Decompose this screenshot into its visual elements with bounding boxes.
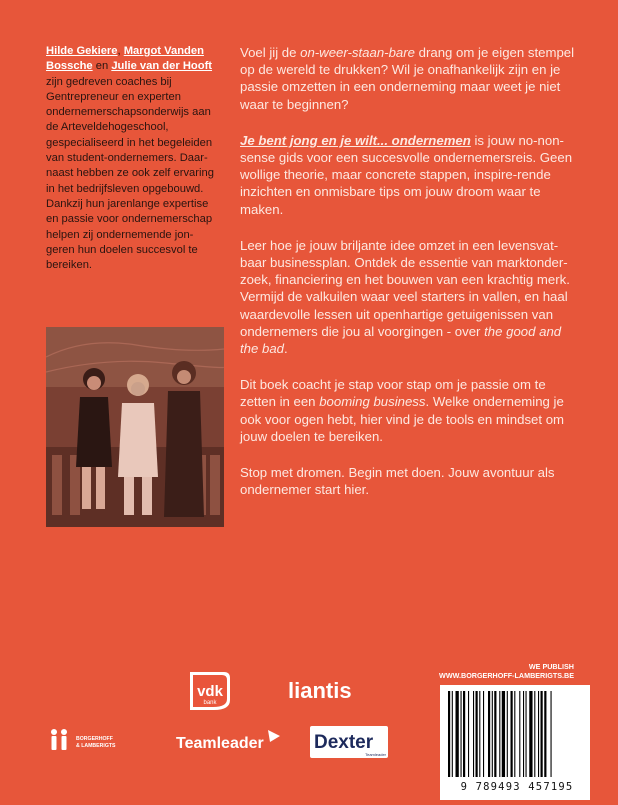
isbn-number: 9 789493 457195 — [460, 781, 574, 793]
teamleader-logo — [176, 730, 280, 752]
we-publish-label: WE PUBLISH — [528, 662, 574, 671]
blurb-paragraph — [240, 464, 580, 498]
liantis-logo: liantis — [288, 678, 352, 703]
separator: en — [92, 60, 112, 73]
dexter-logo — [310, 726, 388, 758]
publisher-logo-line2: & LAMBERIGTS — [76, 743, 116, 749]
author-name: Margot Vanden Bossche — [46, 45, 204, 73]
emphasis: the good and the bad — [240, 323, 562, 357]
publisher-info — [439, 662, 574, 680]
authors-photo-illustration — [46, 327, 224, 527]
dexter-sub: Teamleader — [365, 752, 386, 757]
vdk-bank-logo — [190, 672, 230, 710]
publisher-logo-line1: BORGERHOFF — [76, 736, 113, 742]
blurb-paragraph — [240, 44, 580, 113]
text-run: is jouw no-non-sense gids voor een succesvolle ondernemersreis. Geen wollige theorie, maar concrete stappen, inspire-rende inzichten en onmisbare tips om jouw droom waar te maken. — [240, 132, 573, 217]
sponsor-logos — [44, 670, 404, 770]
bio-text: zijn gedreven coaches bij Gentrepreneur en experten ondernemerschapsonderwijs aan de Arteveldehogeschool, gespecialiseerd in het begeleiden van student-ondernemers. Daar-naast hebben ze ook zelf ervaring in het bedrijfsleven opgebouwd. Dankzij hun jarenlange expertise en passie voor ondernemerschap helpen zij ondernemende jon-geren hun doelen succesvol te bereiken. — [46, 75, 214, 272]
text-run: drang om je eigen stempel op de wereld te drukken? Wil je onafhankelijk zijn en je passie omzetten in een onderneming maar weet je niet waar te beginnen? — [240, 45, 575, 112]
blurb-paragraph — [240, 237, 580, 357]
borgerhoff-lamberigts-logo — [51, 729, 116, 750]
text-run: Leer hoe je jouw briljante idee omzet in een levensvat-baar businessplan. Ontdek de essentie van marktonder-zoek, financiering en het bouwen van een krachtig merk. Vermijd de valkuilen waar veel starters in vallen, en haal waardevolle lessen uit openhartige getuigenissen van ondernemers die jou al voorgingen - over — [240, 237, 570, 339]
publisher-url: WWW.BORGERHOFF-LAMBERIGTS.BE — [439, 671, 574, 680]
text-run: Dit boek coacht je stap voor stap om je passie om te zetten in een — [240, 377, 546, 410]
teamleader-arrow-icon — [268, 730, 280, 742]
book-title: Je bent jong en je wilt... ondernemen — [240, 132, 471, 148]
author-name: Julie van der Hooft — [111, 60, 213, 73]
blurb-paragraph — [240, 376, 580, 445]
back-cover-blurb — [240, 44, 580, 517]
vdk-wordmark: vdk — [197, 683, 223, 700]
emphasis: booming business — [319, 394, 426, 410]
separator: , — [117, 45, 124, 57]
publisher-figures-icon — [51, 729, 67, 750]
emphasis: on-weer-staan-bare — [300, 45, 415, 60]
author-bio — [46, 44, 216, 273]
blurb-paragraph — [240, 132, 580, 218]
vdk-sub: bank — [203, 700, 217, 706]
teamleader-wordmark: Teamleader — [176, 735, 264, 752]
authors-photo — [46, 327, 224, 527]
text-run: Stop met dromen. Begin met doen. Jouw avontuur als ondernemer start hier. — [240, 465, 555, 498]
text-run: . — [284, 341, 288, 357]
author-name: Hilde Gekiere — [46, 45, 118, 57]
text-run: Voel jij de — [240, 45, 301, 60]
text-run: . Welke onderneming je ook voor ogen hebt, hier vind je de tools en mindset om jouw doelen te bereiken. — [240, 394, 565, 444]
dexter-wordmark: Dexter — [314, 732, 374, 753]
